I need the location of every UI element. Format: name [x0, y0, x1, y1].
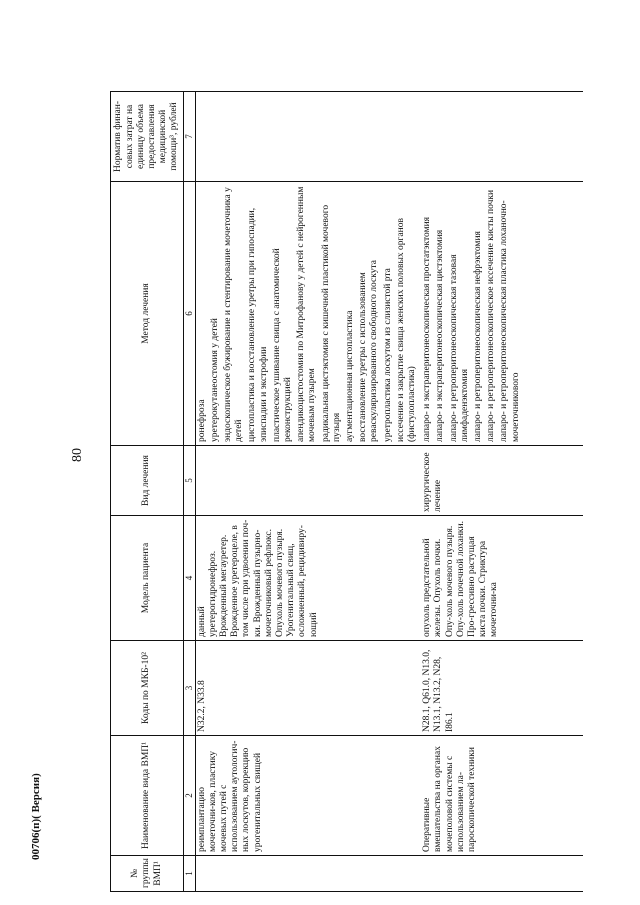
vmp-table: [110, 91, 583, 892]
column-number: 4: [184, 516, 196, 641]
header-model: Модель пациента: [111, 516, 184, 641]
footer-version: 00706(п)( Версия): [30, 773, 42, 860]
cell-model: опухоль предстательной железы. Опухоль почки. Опу-холь мочевого пузыря. Опу-холь почечной лоханки. Про-грессивно растущая киста почки. Стриктура мочеточни-ка: [421, 516, 583, 641]
cell-model: данный уретерогидронефроз. Врожденный мегауретер. Врожденное уретероцеле, в том числе при удвоении поч-ки. Врожденный пузырно-мочеточниковый рефлюкс. Опухоль мочевого пузыря. Урогенитальный свищ, осложненный, рецидивиру-ющий: [195, 516, 421, 641]
cell-norm: [195, 92, 421, 182]
method-item: лапаро- и ретроперитонеоскопическое иссечение кисты почки: [486, 189, 497, 442]
cell-treatment: [195, 446, 421, 516]
column-number: 1: [184, 856, 196, 892]
method-item: уретропластика лоскутом из слизистой рта: [382, 268, 393, 442]
header-treatment: Вид лечения: [111, 446, 184, 516]
method-item: уретерокутанеостомия у детей: [209, 318, 220, 442]
cell-method: [195, 182, 421, 446]
method-item: иссечение и закрытие свища женских половых органов (фистулопластика): [395, 218, 418, 442]
page-number: 80: [70, 448, 85, 462]
method-item: лапаро- и ретроперитонеоскопическая пластика лоханочно-мочеточникового: [499, 200, 521, 442]
method-item: аугментационная цистопластика: [345, 310, 356, 442]
column-number: 6: [184, 182, 196, 446]
column-number: 7: [184, 92, 196, 182]
header-name: Наименование вида ВМП¹: [111, 736, 184, 856]
method-item: лапаро- и ретроперитонеоскопическая нефрэктомия: [473, 231, 484, 442]
header-norm: Норматив финан-совых затрат на единицу объема предоставления медицинской помощи³, рублей: [111, 92, 184, 182]
method-item: цистопластика и восстановление уретры при гипоспадии, эписпадии и экстрофии: [247, 207, 269, 442]
table-row: [195, 92, 421, 892]
table-row: [421, 92, 583, 892]
rotated-table-container: [110, 92, 630, 892]
cell-group: [195, 856, 421, 892]
column-number: 5: [184, 446, 196, 516]
cell-name: Оперативные вмешательства на органах мочеполовой системы с использованием ла-пароскопической техники: [421, 736, 583, 856]
header-group: № группы ВМП¹: [111, 856, 184, 892]
header-method: Метод лечения: [111, 182, 184, 446]
column-number: 3: [184, 641, 196, 736]
method-item: радикальная цистэктомия с кишечной пластикой мочевого пузыря: [320, 204, 342, 442]
cell-group: [421, 856, 583, 892]
cell-name: реимплантацию мочеточни-ков, пластику мочевых путей с использованием аутологич-ных лоскутов, коррекцию урогенитальных свищей: [195, 736, 421, 856]
method-item: лапаро- и ретроперитонеоскопическая тазовая лимфаденэктомия: [448, 254, 470, 442]
cell-method: [421, 182, 583, 446]
column-number-row: [184, 92, 196, 892]
header-codes: Коды по МКБ-10²: [111, 641, 184, 736]
header-row: [111, 92, 184, 892]
method-item: восстановление уретры с использованием реваскуляризированного свободного лоскута: [358, 260, 380, 442]
method-item: лапаро- и экстраперитонеоскопическая цистэктомия: [435, 229, 446, 442]
cell-treatment: хирургическое лечение: [421, 446, 583, 516]
method-item: апендикоцистостомия по Митрофанову у детей с нейрогенным мочевым пузырем: [296, 186, 318, 442]
cell-codes: N28.1, Q61.0, N13.0, N13.1, N13.2, N28, I86.1: [421, 641, 583, 736]
method-item: пластическое ушивание свища с анатомической реконструкцией: [271, 248, 294, 442]
column-number: 2: [184, 736, 196, 856]
cell-codes: N32.2, N33.8: [195, 641, 421, 736]
cell-norm: [421, 92, 583, 182]
method-item: ронефроза: [196, 399, 207, 442]
method-item: эндоскопическое бужирование и стентирование мочеточника у детей: [223, 187, 245, 442]
method-item: лапаро- и экстраперитонеоскопическая простатэктомия: [422, 216, 433, 442]
